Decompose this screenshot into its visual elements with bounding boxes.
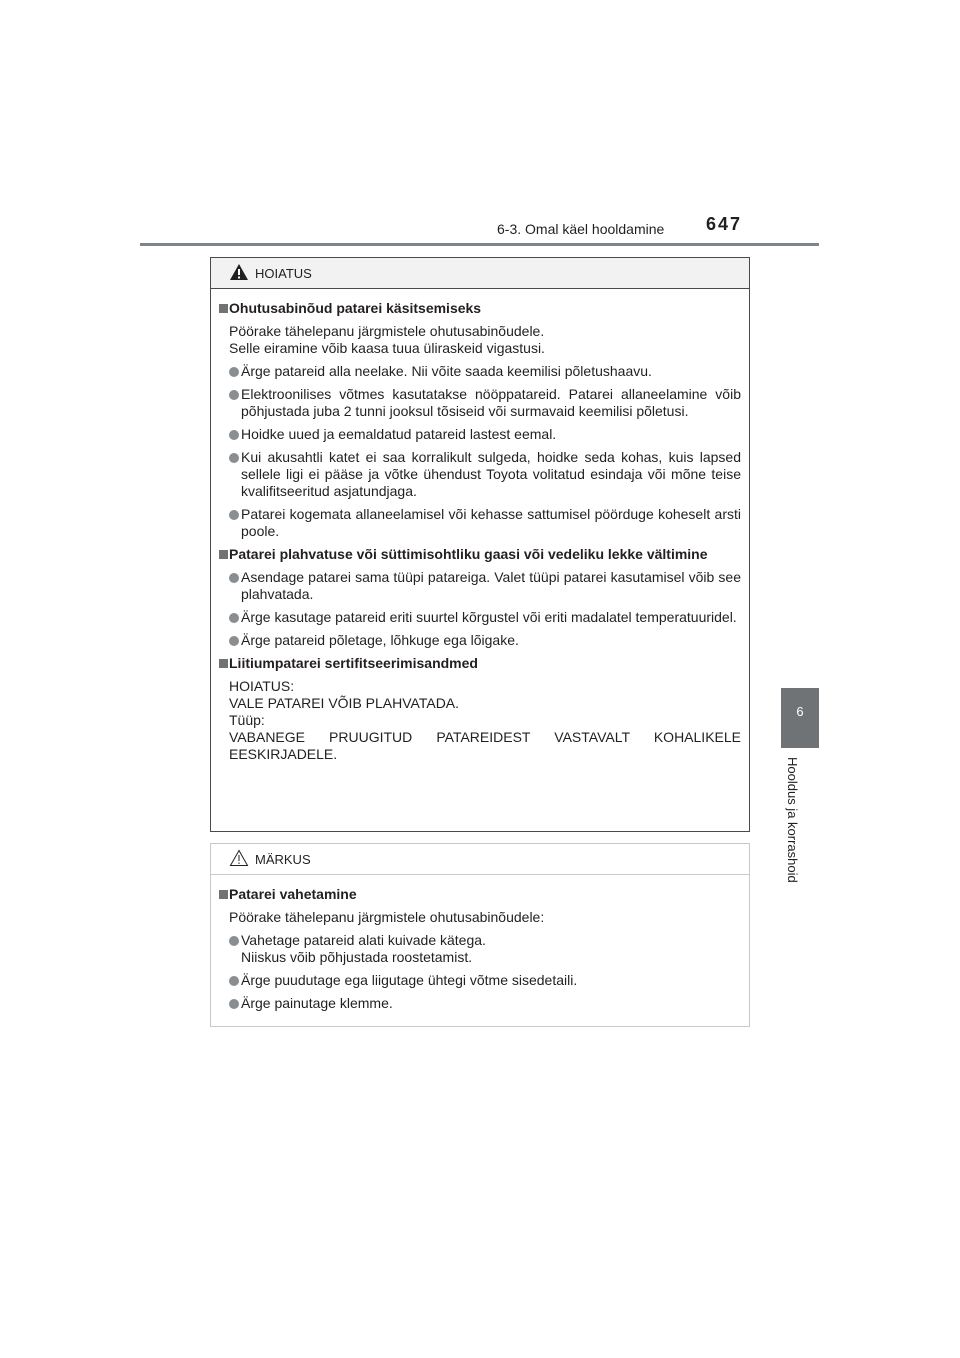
bullet-item: Vahetage patareid alati kuivade kätega. Niiskus võib põhjustada roostetamist. (219, 932, 741, 966)
bullet-item: Ärge patareid alla neelake. Nii võite saada keemilisi põletushaavu. (219, 363, 741, 380)
bullet-item: Ärge puudutage ega liigutage ühtegi võtme sisedetaili. (219, 972, 741, 989)
warning-header (211, 258, 749, 289)
bullet-icon (229, 976, 239, 986)
warning-title: HOIATUS (255, 266, 312, 281)
paragraph: Pöörake tähelepanu järgmistele ohutusabinõudele. Selle eiramine võib kaasa tuua üliraskeid vigastusi. (229, 323, 545, 356)
notice-title: MÄRKUS (255, 852, 311, 867)
square-bullet-icon (219, 890, 228, 899)
square-bullet-icon (219, 659, 228, 668)
bullet-item: Ärge kasutage patareid eriti suurtel kõrgustel või eriti madalatel temperatuuridel. (219, 609, 741, 626)
page-number: 647 (706, 214, 743, 234)
header-rule (140, 243, 819, 246)
bullet-icon (229, 613, 239, 623)
warning-box (210, 257, 750, 832)
bullet-item: Ärge patareid põletage, lõhkuge ega lõigake. (219, 632, 741, 649)
bullet-icon (229, 367, 239, 377)
bullet-icon (229, 936, 239, 946)
paragraph: Pöörake tähelepanu järgmistele ohutusabinõudele: (229, 909, 545, 925)
square-bullet-icon (219, 304, 228, 313)
section-heading: Patarei vahetamine (219, 886, 741, 903)
bullet-icon (229, 573, 239, 583)
bullet-icon (229, 636, 239, 646)
bullet-item: Patarei kogemata allaneelamisel või kehasse sattumisel pöörduge koheselt arsti poole. (219, 506, 741, 540)
section-heading: Liitiumpatarei sertifitseerimisandmed (219, 655, 741, 672)
notice-header (211, 844, 749, 875)
bullet-item: Hoidke uued ja eemaldatud patareid lastest eemal. (219, 426, 741, 443)
bullet-icon (229, 999, 239, 1009)
warning-icon (229, 263, 249, 281)
square-bullet-icon (219, 550, 228, 559)
notice-content (219, 886, 741, 1012)
bullet-item: Ärge painutage klemme. (219, 995, 741, 1012)
chapter-number: 6 (796, 704, 804, 719)
caution-icon (229, 849, 249, 867)
bullet-icon (229, 390, 239, 400)
warning-content (219, 300, 741, 763)
bullet-icon (229, 453, 239, 463)
section-heading: Ohutusabinõud patarei käsitsemiseks (219, 300, 741, 317)
bullet-icon (229, 430, 239, 440)
certification-text: HOIATUS: VALE PATAREI VÕIB PLAHVATADA. Tüüp: VABANEGE PRUUGITUD PATAREIDEST VASTAVALT KOHALIKELE EESKIRJADELE. (229, 678, 741, 762)
chapter-tab (781, 688, 819, 748)
section-heading: Patarei plahvatuse või süttimisohtliku gaasi või vedeliku lekke vältimine (219, 546, 741, 563)
bullet-item: Kui akusahtli katet ei saa korralikult sulgeda, hoidke seda kohas, kuis lapsed sellele ligi ei pääse ja võtke ühendust Toyota volitatud esindaja või mõne teise kvalifitseeritud asjatundjaga. (219, 449, 741, 500)
bullet-item: Asendage patarei sama tüüpi patareiga. Valet tüüpi patarei kasutamisel võib see plahvatada. (219, 569, 741, 603)
chapter-label-text: Hooldus ja korrashoid (785, 757, 800, 883)
section-title: 6-3. Omal käel hooldamine (497, 221, 665, 237)
notice-box (210, 843, 750, 1027)
bullet-item: Elektroonilises võtmes kasutatakse nööppatareid. Patarei allaneelamine võib põhjustada juba 2 tunni jooksul tõsiseid või surmavaid keemilisi põletusi. (219, 386, 741, 420)
chapter-label (772, 757, 812, 957)
bullet-icon (229, 510, 239, 520)
